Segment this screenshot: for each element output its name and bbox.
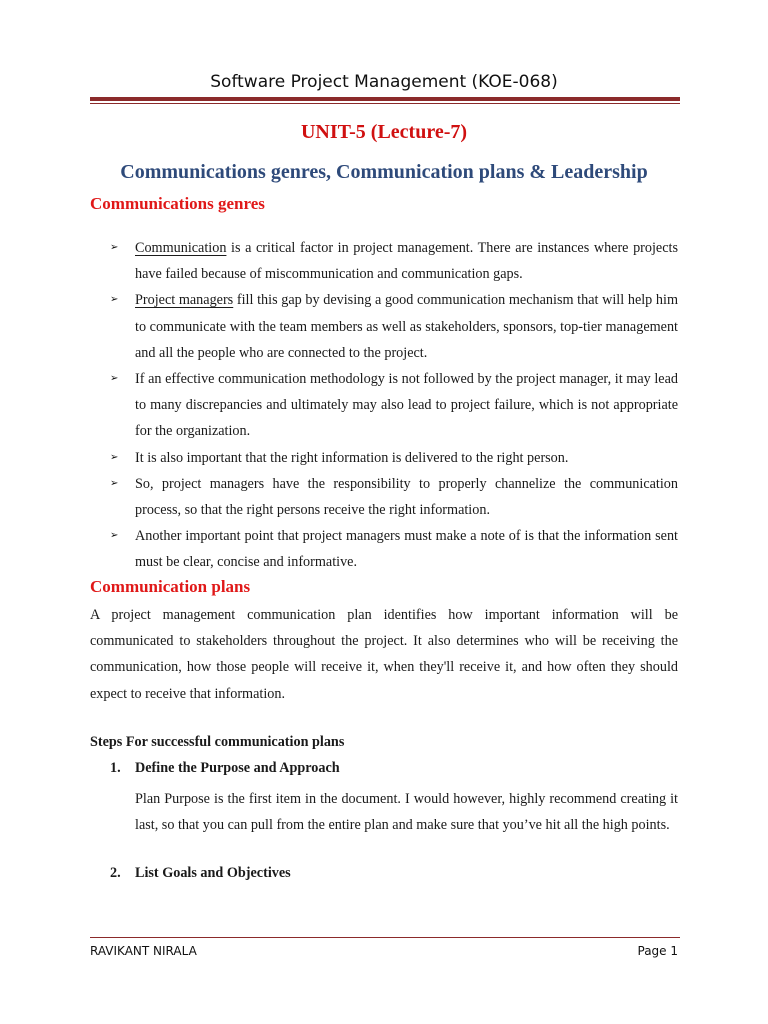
- bullet-arrow-icon: ➢: [110, 477, 119, 489]
- bullet-lead-term: Project managers: [135, 292, 234, 309]
- bullet-item: [110, 287, 678, 366]
- section-heading-genres: Communications genres: [90, 194, 265, 213]
- bullet-arrow-icon: ➢: [110, 242, 119, 253]
- unit-title: UNIT-5 (Lecture-7): [300, 121, 468, 143]
- bullet-text: is a critical factor in project management. There are instances where projects have failed because of miscommunication and communication gaps.: [135, 240, 678, 283]
- step-title: Define the Purpose and Approach: [135, 760, 340, 776]
- step-item: [110, 865, 291, 882]
- bullet-text: It is also important that the right information is delivered to the right person.: [135, 449, 569, 466]
- step-item: [110, 760, 340, 777]
- bullet-item: [110, 523, 678, 575]
- section-heading-plans: Communication plans: [90, 577, 251, 596]
- bullet-text: So, project managers have the responsibility to properly channelize the communication process, so that the right persons receive the right information.: [135, 475, 678, 519]
- footer-rule: [90, 937, 680, 938]
- bullet-text: Another important point that project managers must make a note of is that the information sent must be clear, concise and informative.: [135, 528, 678, 571]
- step-number: 2.: [110, 865, 121, 881]
- bullet-item: [110, 366, 678, 445]
- header-rule-thick: [90, 97, 680, 101]
- bullet-lead-term: Communication: [135, 240, 227, 256]
- footer-page-number: Page 1: [637, 944, 678, 958]
- bullet-text: fill this gap by devising a good communication mechanism that will help him to communicate with the team members as well as stakeholders, sponsors, top-tier management and all the people who are connected to the project.: [135, 292, 679, 361]
- plans-paragraph: A project management communication plan identifies how important information will be communicated to stakeholders throughout the project. It also determines who will be receiving the communication, how those people will receive it, when they'll receive it, and how often they should expect to receive that information.: [90, 607, 678, 702]
- header-rule-thin: [90, 103, 680, 104]
- step-description: Plan Purpose is the first item in the document. I would however, highly recommend creating it last, so that you can pull from the entire plan and make sure that you’ve hit all the high points.: [135, 791, 678, 834]
- steps-heading: Steps For successful communication plans: [90, 734, 345, 750]
- footer-author: RAVIKANT NIRALA: [90, 944, 197, 958]
- bullet-item: [110, 235, 678, 287]
- step-number: 1.: [110, 760, 121, 776]
- bullet-item: [110, 471, 678, 523]
- bullet-item: [110, 445, 678, 471]
- step-title: List Goals and Objectives: [135, 865, 291, 881]
- bullet-arrow-icon: ➢: [110, 451, 119, 463]
- bullet-arrow-icon: ➢: [110, 530, 119, 542]
- main-title: Communications genres, Communication plans & Leadership: [120, 161, 648, 183]
- bullet-text: If an effective communication methodology is not followed by the project manager, it may lead to many discrepancies and ultimately may also lead to project failure, which is not appropriate for the organization.: [135, 371, 678, 440]
- genres-bullet-list: [110, 235, 678, 576]
- bullet-arrow-icon: ➢: [110, 294, 119, 306]
- running-header: Software Project Management (KOE-068): [210, 72, 558, 92]
- bullet-arrow-icon: ➢: [110, 373, 119, 385]
